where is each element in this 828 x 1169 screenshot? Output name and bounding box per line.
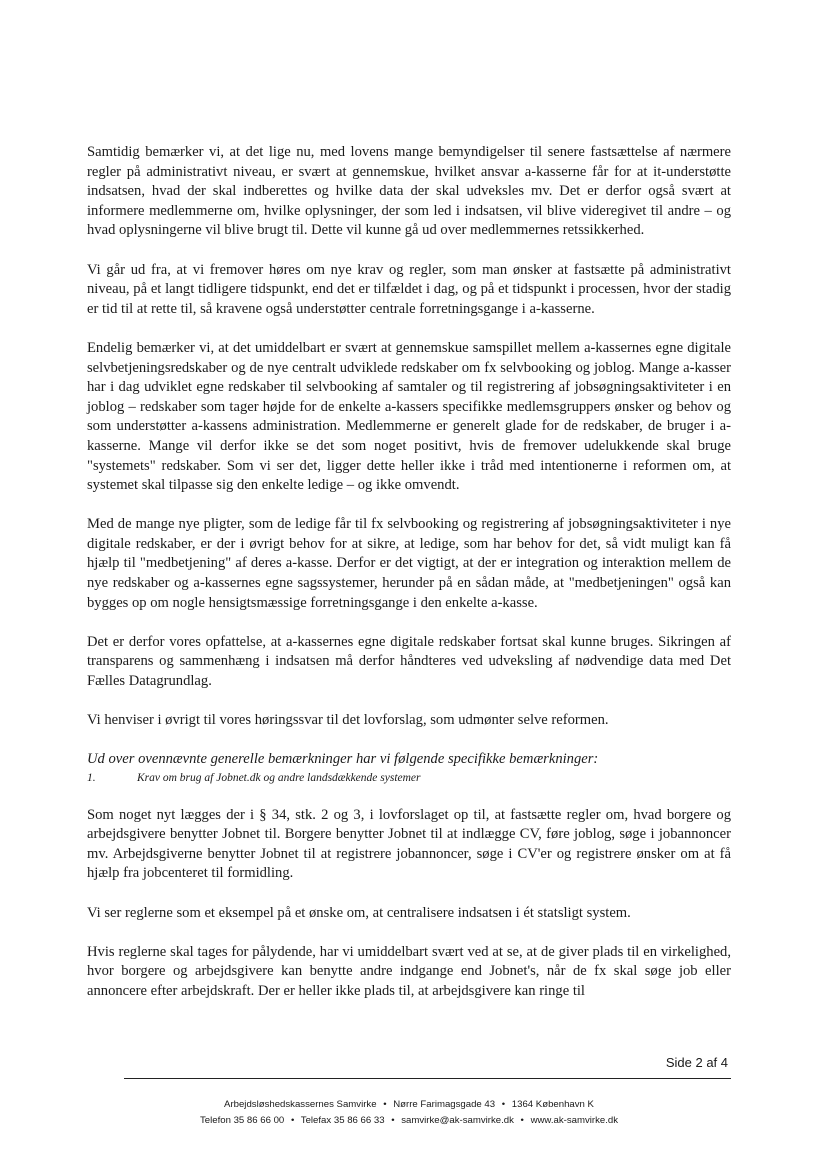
specific-remarks-intro: Ud over ovennævnte generelle bemærkninger har vi følgende specifikke bemærkninger: <box>87 751 599 768</box>
page-number: Side 2 af 4 <box>665 1055 728 1070</box>
bullet-separator: • <box>501 1099 506 1110</box>
bullet-separator: • <box>391 1115 395 1126</box>
footer-divider <box>124 1078 731 1079</box>
footer-phone: Telefon 35 86 66 00 <box>199 1115 285 1126</box>
footer-address: Nørre Farimagsgade 43 <box>393 1099 496 1110</box>
paragraph: Vi henviser i øvrigt til vores høringssvar til det lovforslag, som udmønter selve reformen. <box>87 712 609 729</box>
footer-website: www.ak-samvirke.dk <box>530 1115 619 1126</box>
list-item-text: Krav om brug af Jobnet.dk og andre landsdækkende systemer <box>137 772 421 784</box>
list-number: 1. <box>87 772 96 784</box>
paragraph: Endelig bemærker vi, at det umiddelbart er svært at gennemskue samspillet mellem a-kassernes egne digitale selvbetjeningsredskaber og de nye centralt udviklede redskaber om fx selvbooking og joblog. Mange a-kasser har i dag udviklet egne redskaber til selvbooking af samtaler og til registrering af jobsøgningsaktiviteter i en joblog – redskaber som tager højde for de enkelte a-kassers specifikke medlemsgruppers ønsker og behov og som understøtter a-kassens administration. Medlemmerne er generelt glade for de redskaber, de bruger i a-kasserne. Mange vil derfor ikke se det som noget positivt, hvis de fremover udelukkende skal bruge "systemets" redskaber. Som vi ser det, ligger dette heller ikke i tråd med intentionerne i reformen om, at systemet skal tilpasse sig den enkelte ledige – og ikke omvendt. <box>87 339 731 494</box>
footer-org: Arbejdsløshedskassernes Samvirke <box>224 1099 377 1110</box>
footer-fax: Telefax 35 86 66 33 <box>300 1115 385 1126</box>
specific-remark-item <box>87 770 731 786</box>
paragraph: Vi går ud fra, at vi fremover høres om nye krav og regler, som man ønsker at fastsætte på administrativt niveau, på et langt tidligere tidspunkt, end det er tilfældet i dag, og på et tidspunkt i processen, hvor der stadig er tid til at rette til, så kravene også understøtter centrale forretningsgange i a-kasserne. <box>87 261 731 317</box>
paragraph: Som noget nyt lægges der i § 34, stk. 2 og 3, i lovforslaget op til, at fastsætte regler om, hvad borgere og arbejdsgivere benytter Jobnet til. Borgere benytter Jobnet til at indlægge CV, føre joblog, søge i jobannoncer mv. Arbejdsgiverne benytter Jobnet til at registrere jobannoncer, søge i CV'er og registrere ønsker om at få hjælp fra jobcenteret til formidling. <box>87 806 731 882</box>
bullet-separator: • <box>520 1115 524 1126</box>
document-body <box>87 143 731 1021</box>
paragraph: Samtidig bemærker vi, at det lige nu, med lovens mange bemyndigelser til senere fastsættelse af nærmere regler på administrativt niveau, er svært at gennemskue, hvilket ansvar a-kasserne får for at it-understøtte indsatsen, hvad der skal indberettes og hvilke data der skal udveksles mv. Det er derfor også svært at informere medlemmerne om, hvilke oplysninger, der som led i indsatsen, vil blive videregivet til andre – og hvad oplysningerne vil blive brugt til. Dette vil kunne gå ud over medlemmernes retssikkerhed. <box>87 144 731 239</box>
paragraph: Med de mange nye pligter, som de ledige får til fx selvbooking og registrering af jobsøgningsaktiviteter i nye digitale redskaber, er der i øvrigt behov for at sikre, at ledige, som har behov for det, så vidt muligt kan få hjælp til "medbetjening" af deres a-kasse. Derfor er det vigtigt, at der er integration og interaktion mellem de nye redskaber og a-kassernes egne sagssystemer, herunder på en sådan måde, at "medbetjeningen" også kan bygges op om nogle hensigtsmæssige forretningsgange i den enkelte a-kasse. <box>87 516 731 611</box>
paragraph: Vi ser reglerne som et eksempel på et ønske om, at centralisere indsatsen i ét statsligt system. <box>87 904 631 921</box>
footer-email: samvirke@ak-samvirke.dk <box>401 1115 514 1126</box>
paragraph: Det er derfor vores opfattelse, at a-kassernes egne digitale redskaber fortsat skal kunne bruges. Sikringen af transparens og sammenhæng i indsatsen må derfor håndteres ved udveksling af nødvendige data med Det Fælles Datagrundlag. <box>87 633 731 690</box>
bullet-separator: • <box>383 1099 387 1110</box>
paragraph: Hvis reglerne skal tages for pålydende, har vi umiddelbart svært ved at se, at de giver plads til en virkelighed, hvor borgere og arbejdsgivere kan benytte andre indgange end Jobnet's, når de fx skal søge job eller annoncere efter arbejdskraft. Der er heller ikke plads til, at arbejdsgivere kan ringe til <box>87 943 731 999</box>
footer-city: 1364 København K <box>511 1099 594 1110</box>
bullet-separator: • <box>290 1115 295 1126</box>
footer-line-address <box>87 1097 731 1113</box>
footer-line-contact <box>87 1113 731 1129</box>
footer <box>87 1097 731 1129</box>
